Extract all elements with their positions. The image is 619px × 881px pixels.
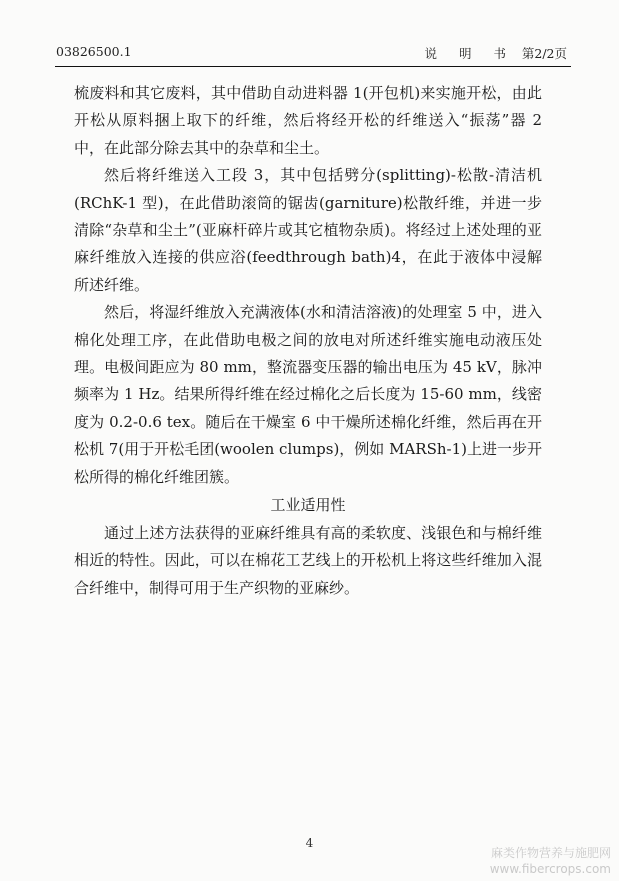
page-header [56, 44, 567, 64]
body-text [74, 80, 542, 491]
watermark-line-1: 麻类作物营养与施肥网 [490, 846, 611, 860]
watermark-line-2: www.fibercrops.com [489, 862, 611, 876]
page-number: 4 [305, 836, 314, 850]
paragraph-2: 然后将纤维送入工段 3，其中包括劈分(splitting)-松散-清洁机(RChK-1 型)，在此借助滚筒的锯齿(garniture)松散纤维，并进一步清除“杂草和尘土”(亚麻杆碎片或其它植物杂质)。将经过上述处理的亚麻纤维放入连接的供应浴(feedthrough bath)4，在此于液体中浸解所述纤维。 [74, 166, 542, 294]
document-number: 03826500.1 [56, 44, 132, 59]
watermark [490, 845, 611, 877]
paragraph-1: 梳废料和其它废料，其中借助自动进料器 1(开包机)来实施开松，由此开松从原料捆上取下的纤维，然后将经开松的纤维送入“振荡”器 2 中，在此部分除去其中的杂草和尘土。 [74, 84, 542, 157]
page-info: 第2/2页 [521, 46, 567, 61]
header-divider [55, 66, 571, 67]
section-title: 工业适用性 [270, 496, 346, 514]
section-body [74, 520, 542, 602]
paragraph-3: 然后，将湿纤维放入充满液体(水和清洁溶液)的处理室 5 中，进入棉化处理工序，在此借助电极之间的放电对所述纤维实施电动液压处理。电极间距应为 80 mm，整流器变压器的输出电压为 45 kV，脉冲频率为 1 Hz。结果所得纤维在经过棉化之后长度为 15-60 mm，线密度为 0.2-0.6 tex。随后在干燥室 6 中干燥所述棉化纤维，然后再在开松机 7(用于开松毛团(woolen clumps)，例如 MARSh-1)上进一步开松所得的棉化纤维团簇。 [74, 303, 542, 486]
section-paragraph: 通过上述方法获得的亚麻纤维具有高的柔软度、浅银色和与棉纤维相近的特性。因此，可以在棉花工艺线上的开松机上将这些纤维加入混合纤维中，制得可用于生产织物的亚麻纱。 [74, 524, 542, 597]
document-title: 说 明 书 [424, 46, 515, 61]
